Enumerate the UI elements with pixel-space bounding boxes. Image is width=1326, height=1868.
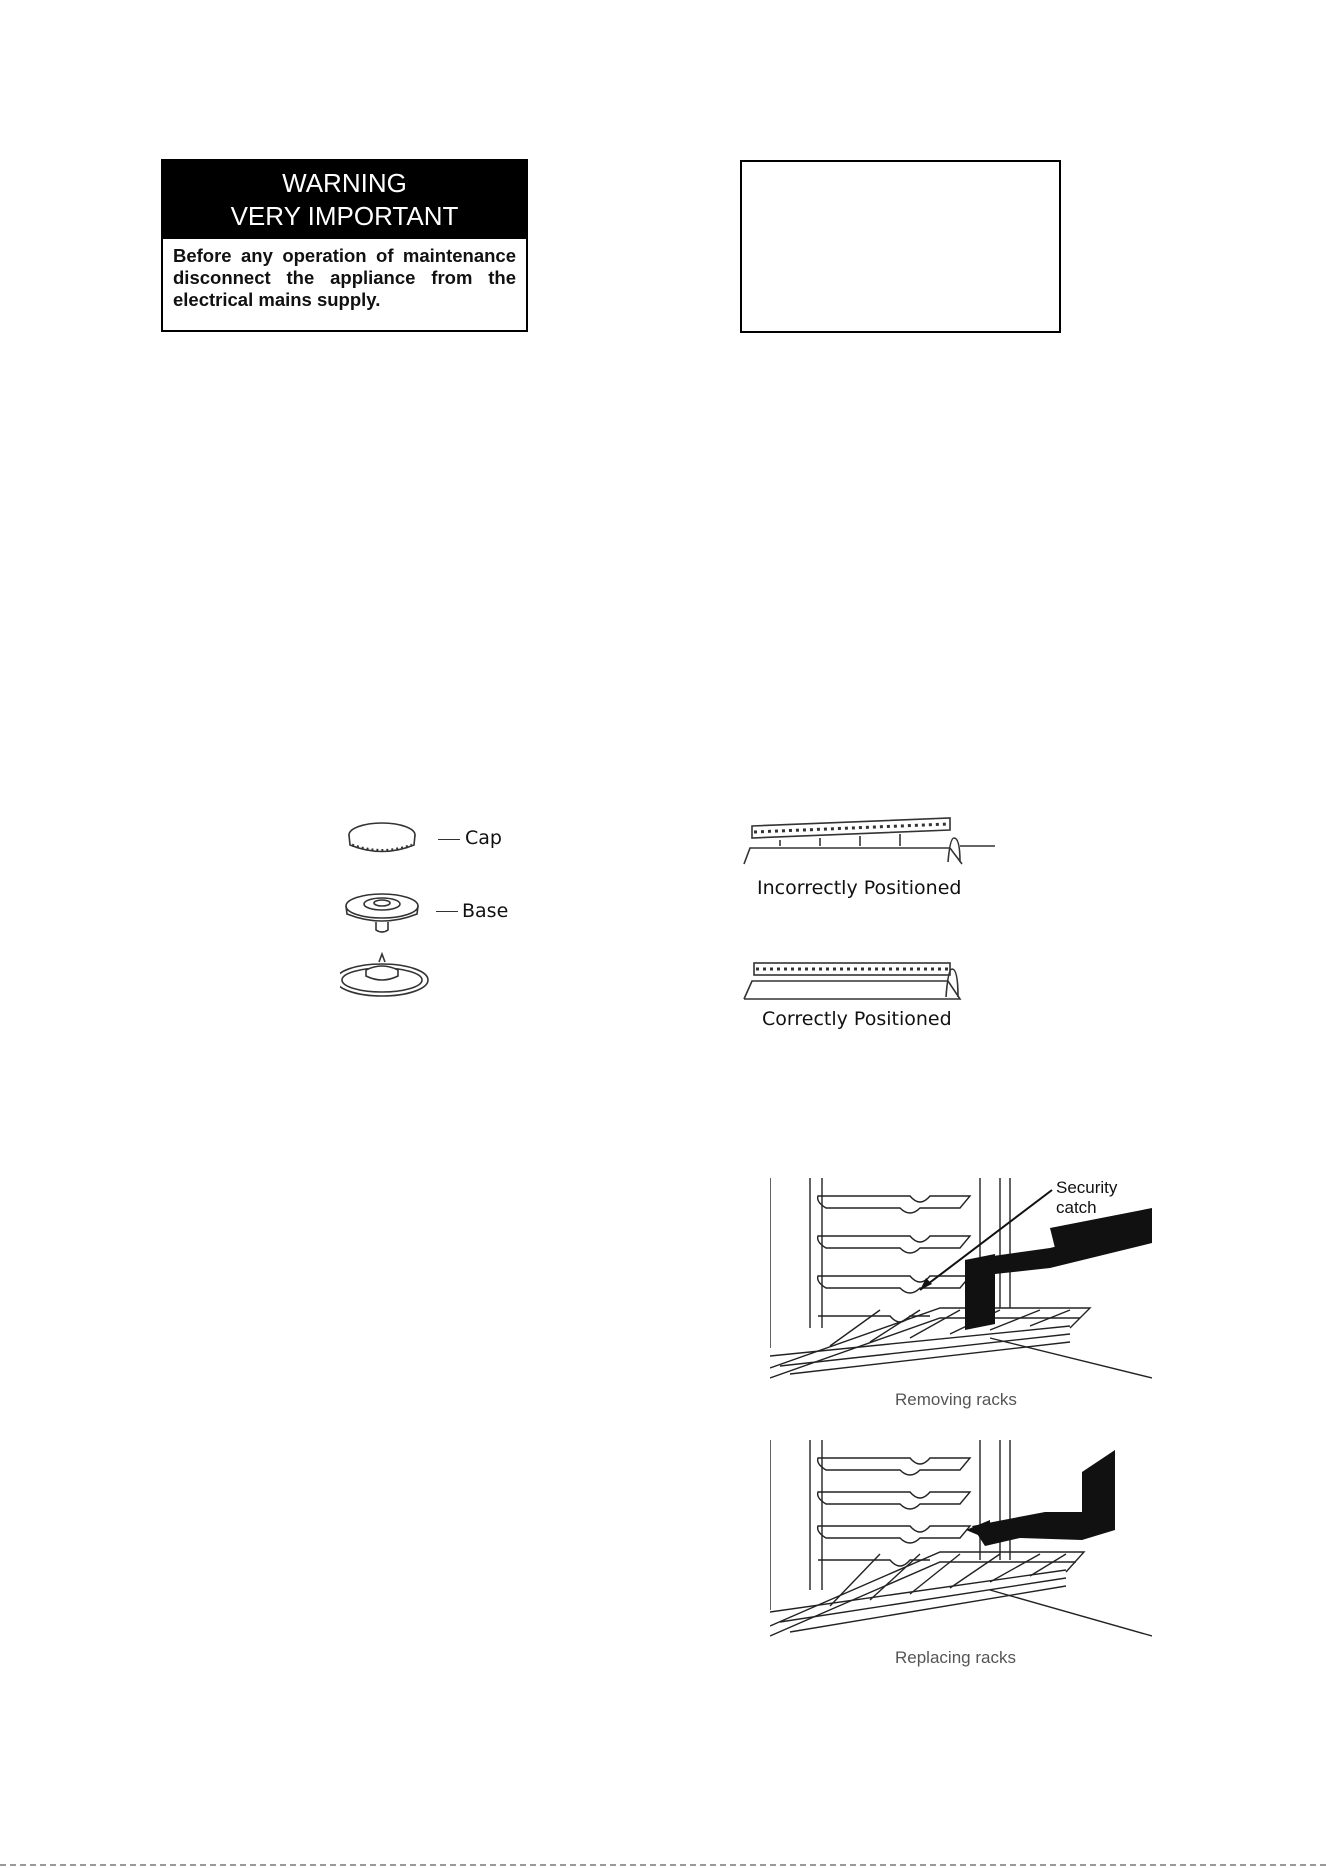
warning-box [161,159,528,332]
grate-correct-illustration [740,955,980,1005]
incorrectly-positioned-label: Incorrectly Positioned [757,877,962,899]
cap-label: Cap [465,827,502,849]
page-bottom-edge [0,1864,1326,1866]
security-catch-line1: Security [1056,1178,1118,1197]
burner-cap-illustration [349,823,415,852]
security-catch-callout [1056,1178,1117,1218]
security-catch-line2: catch [1056,1198,1097,1217]
burner-diagram [340,818,450,1008]
replacing-racks-caption: Replacing racks [895,1648,1016,1667]
base-label: Base [462,900,509,922]
warning-header [163,161,526,239]
burner-spreader-illustration [340,954,428,996]
burner-base-illustration [346,894,418,932]
empty-note-box [740,160,1061,333]
cap-leader-line [438,839,460,840]
correctly-positioned-label: Correctly Positioned [762,1008,952,1030]
grate-incorrect-illustration [740,810,1000,870]
base-leader-line [436,911,458,912]
removing-racks-caption: Removing racks [895,1390,1017,1409]
warning-text: Before any operation of maintenance disconnect the appliance from the electrical mains supply. [173,245,516,310]
warning-title: WARNING [282,168,407,198]
warning-subtitle: VERY IMPORTANT [230,201,459,231]
replacing-racks-illustration [770,1440,1152,1640]
